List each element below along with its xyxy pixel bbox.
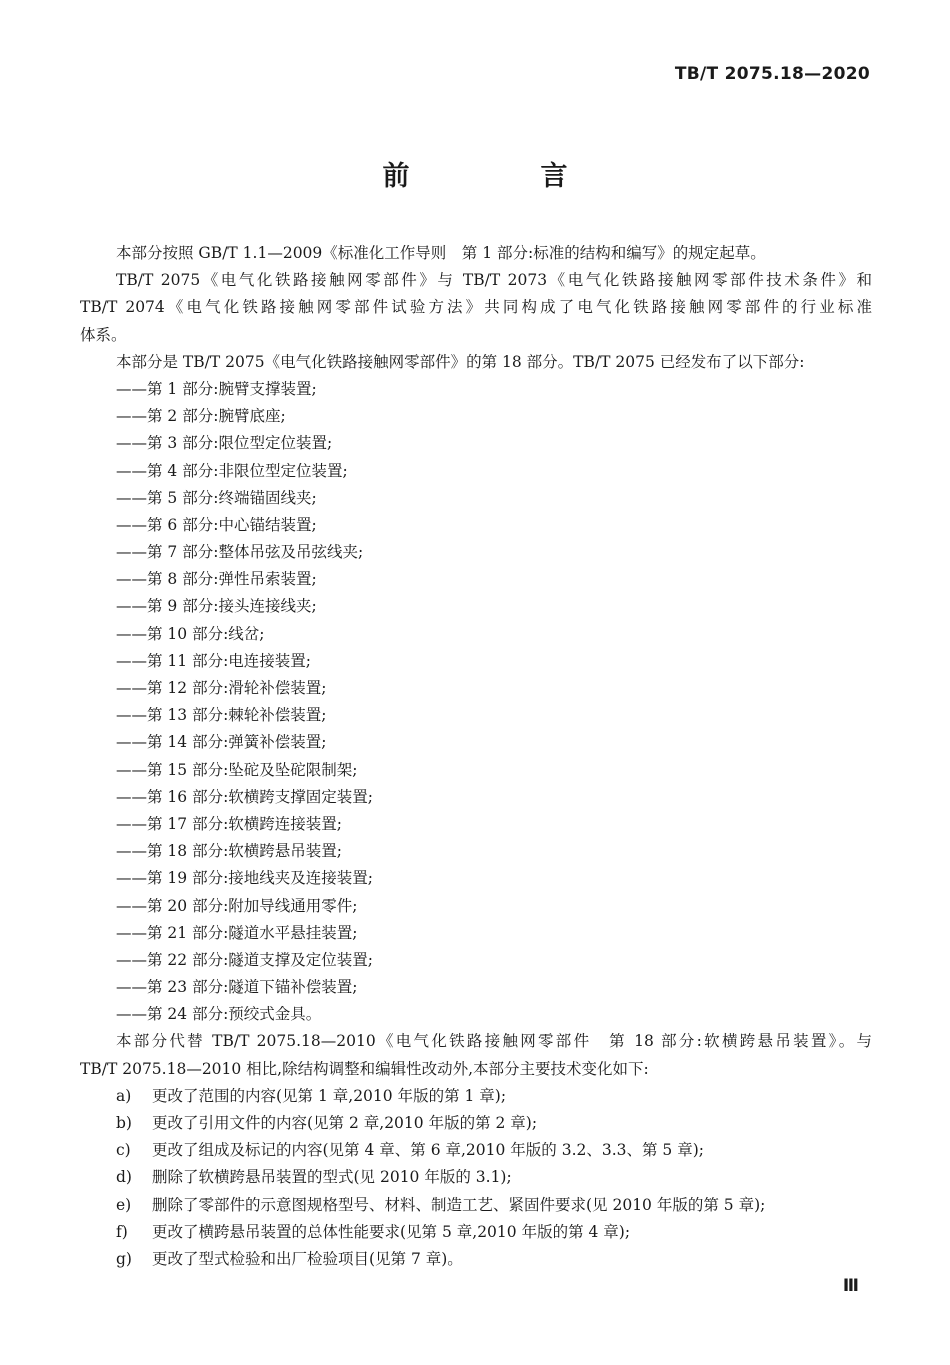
list-item: ——第 7 部分:整体吊弦及吊弦线夹; (116, 543, 364, 562)
list-item: ——第 1 部分:腕臂支撑装置; (116, 379, 317, 398)
paragraph-series-line-2: TB/T 2074《电气化铁路接触网零部件试验方法》共同构成了电气化铁路接触网零部件的行业标准 (80, 298, 872, 317)
list-item (80, 1246, 872, 1273)
paragraph-replacement-line-2: TB/T 2075.18—2010 相比,除结构调整和编辑性改动外,本部分主要技术变化如下: (80, 1059, 649, 1078)
parts-list (80, 376, 872, 1029)
item-text: 删除了零部件的示意图规格型号、材料、制造工艺、紧固件要求(见 2010 年版的第 5 章); (152, 1195, 766, 1214)
list-item: ——第 23 部分:隧道下锚补偿装置; (116, 978, 358, 997)
paragraph-series-line-1: TB/T 2075《电气化铁路接触网零部件》与 TB/T 2073《电气化铁路接触网零部件技术条件》和 (116, 271, 872, 290)
list-item: ——第 22 部分:隧道支撑及定位装置; (116, 950, 374, 969)
list-item: ——第 11 部分:电连接装置; (116, 651, 312, 670)
list-item (80, 1137, 872, 1164)
preface-body (80, 240, 872, 1273)
list-item: ——第 12 部分:滑轮补偿装置; (116, 679, 327, 697)
list-item: ——第 15 部分:坠砣及坠砣限制架; (116, 760, 358, 779)
list-item: ——第 3 部分:限位型定位装置; (116, 434, 333, 453)
list-item: ——第 19 部分:接地线夹及连接装置; (116, 869, 374, 888)
list-item: ——第 5 部分:终端锚固线夹; (116, 488, 317, 507)
page-number: Ⅲ (842, 1276, 859, 1296)
paragraph-drafting-rules: 本部分按照 GB/T 1.1—2009《标准化工作导则 第 1 部分:标准的结构和编写》的规定起草。 (116, 244, 766, 262)
item-text: 更改了引用文件的内容(见第 2 章,2010 年版的第 2 章); (152, 1114, 538, 1132)
list-item: ——第 14 部分:弹簧补偿装置; (116, 733, 327, 752)
list-item: ——第 18 部分:软横跨悬吊装置; (116, 842, 343, 861)
item-text: 更改了范围的内容(见第 1 章,2010 年版的第 1 章); (152, 1086, 507, 1105)
list-item: ——第 13 部分:棘轮补偿装置; (116, 706, 327, 725)
list-item: ——第 20 部分:附加导线通用零件; (116, 896, 358, 915)
changes-list (80, 1083, 872, 1273)
list-item: ——第 8 部分:弹性吊索装置; (116, 570, 317, 589)
list-item: ——第 6 部分:中心锚结装置; (116, 515, 317, 534)
item-label: b) (116, 1114, 132, 1132)
item-label: e) (116, 1195, 132, 1214)
item-label: g) (116, 1249, 132, 1268)
item-text: 更改了组成及标记的内容(见第 4 章、第 6 章,2010 年版的 3.2、3.3、第 5 章); (152, 1141, 704, 1160)
list-item: ——第 10 部分:线岔; (116, 624, 265, 643)
list-item: ——第 17 部分:软横跨连接装置; (116, 814, 343, 833)
list-item: ——第 9 部分:接头连接线夹; (116, 597, 317, 616)
item-label: f) (116, 1222, 128, 1241)
page-title: 前 言 (382, 161, 620, 192)
paragraph-part-intro: 本部分是 TB/T 2075《电气化铁路接触网零部件》的第 18 部分。TB/T 2075 已经发布了以下部分: (116, 352, 805, 371)
list-item (80, 1192, 872, 1219)
item-label: d) (116, 1168, 132, 1187)
list-item: ——第 24 部分:预绞式金具。 (116, 1005, 322, 1024)
list-item (80, 1164, 872, 1191)
list-item (80, 1083, 872, 1110)
item-label: c) (116, 1141, 131, 1160)
standard-code: TB/T 2075.18—2020 (674, 64, 870, 84)
item-text: 删除了软横跨悬吊装置的型式(见 2010 年版的 3.1); (152, 1168, 512, 1187)
item-text: 更改了横跨悬吊装置的总体性能要求(见第 5 章,2010 年版的第 4 章); (152, 1222, 631, 1241)
paragraph-replacement-line-1: 本部分代替 TB/T 2075.18—2010《电气化铁路接触网零部件 第 18 部分:软横跨悬吊装置》。与 (116, 1032, 872, 1051)
item-text: 更改了型式检验和出厂检验项目(见第 7 章)。 (152, 1249, 463, 1268)
list-item: ——第 4 部分:非限位型定位装置; (116, 461, 348, 480)
list-item (80, 1110, 872, 1137)
paragraph-series-line-3: 体系。 (80, 325, 127, 344)
list-item: ——第 2 部分:腕臂底座; (116, 407, 286, 426)
list-item: ——第 16 部分:软横跨支撑固定装置; (116, 787, 374, 806)
list-item: ——第 21 部分:隧道水平悬挂装置; (116, 923, 358, 942)
list-item (80, 1219, 872, 1246)
item-label: a) (116, 1086, 132, 1105)
